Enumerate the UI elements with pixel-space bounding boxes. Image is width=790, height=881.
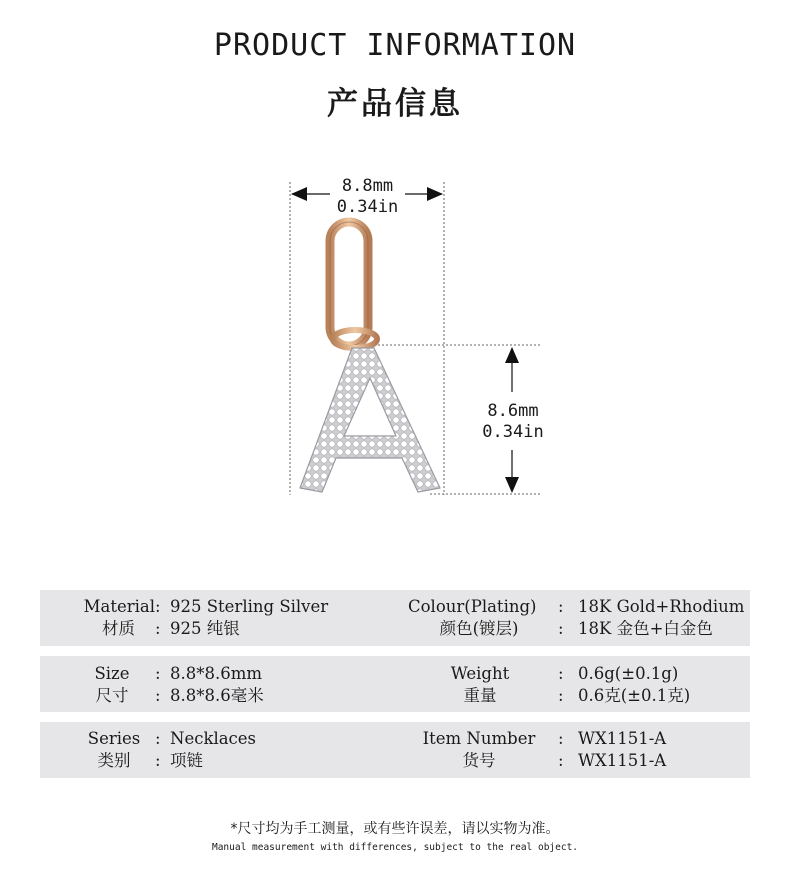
size-value-en: 8.8*8.6mm xyxy=(170,664,263,683)
spec-row-material-colour xyxy=(40,590,750,646)
size-label-en: Size xyxy=(94,664,130,683)
size-value-cn: 8.8*8.6毫米 xyxy=(170,686,264,705)
weight-label-cn: 重量 xyxy=(463,686,497,705)
item-label-cn: 货号 xyxy=(462,751,496,770)
series-value-cn: 项链 xyxy=(170,751,203,770)
material-label-en: Material xyxy=(83,597,155,616)
series-label-cn: 类别 xyxy=(97,751,131,770)
material-value-cn: 925 纯银 xyxy=(170,619,240,638)
weight-sep-cn: : xyxy=(558,686,564,705)
width-in: 0.34in xyxy=(336,197,399,217)
letter-a-pendant xyxy=(300,348,440,492)
material-sep-en: : xyxy=(155,597,161,616)
item-label-en: Item Number xyxy=(422,729,536,748)
series-value-en: Necklaces xyxy=(170,729,257,748)
height-dimension-label xyxy=(468,401,558,443)
size-label-cn: 尺寸 xyxy=(95,686,129,705)
spec-row-series-item xyxy=(40,722,750,778)
colour-label-en: Colour(Plating) xyxy=(408,597,537,616)
weight-sep-en: : xyxy=(558,664,564,683)
weight-label-en: Weight xyxy=(450,664,510,683)
colour-label-cn: 颜色(镀层) xyxy=(439,619,519,638)
page-title-en: PRODUCT INFORMATION xyxy=(213,28,577,63)
colour-sep-cn: : xyxy=(558,619,564,638)
spec-row-size-weight xyxy=(40,656,750,712)
colour-value-en: 18K Gold+Rhodium xyxy=(578,597,745,616)
width-dimension-label xyxy=(310,176,425,218)
weight-value-cn: 0.6克(±0.1克) xyxy=(578,686,691,705)
material-value-en: 925 Sterling Silver xyxy=(170,597,329,616)
page-title-cn: 产品信息 xyxy=(327,86,463,122)
footer-note-en: Manual measurement with differences, subject to the real object. xyxy=(211,842,579,853)
series-sep-en: : xyxy=(155,729,161,748)
series-sep-cn: : xyxy=(155,751,161,770)
height-mm: 8.6mm xyxy=(487,401,539,421)
colour-sep-en: : xyxy=(558,597,564,616)
item-value-cn: WX1151-A xyxy=(578,751,667,770)
series-label-en: Series xyxy=(87,729,141,748)
height-in: 0.34in xyxy=(482,422,544,442)
weight-value-en: 0.6g(±0.1g) xyxy=(578,664,679,683)
material-sep-cn: : xyxy=(155,619,161,638)
size-sep-cn: : xyxy=(155,686,161,705)
item-value-en: WX1151-A xyxy=(578,729,667,748)
width-mm: 8.8mm xyxy=(341,176,394,196)
footer-note-cn: *尺寸均为手工测量，或有些许误差，请以实物为准。 xyxy=(230,821,560,837)
size-sep-en: : xyxy=(155,664,161,683)
item-sep-cn: : xyxy=(558,751,564,770)
item-sep-en: : xyxy=(558,729,564,748)
colour-value-cn: 18K 金色+白金色 xyxy=(578,619,713,638)
gold-bail xyxy=(330,222,377,348)
material-label-cn: 材质 xyxy=(102,619,135,638)
